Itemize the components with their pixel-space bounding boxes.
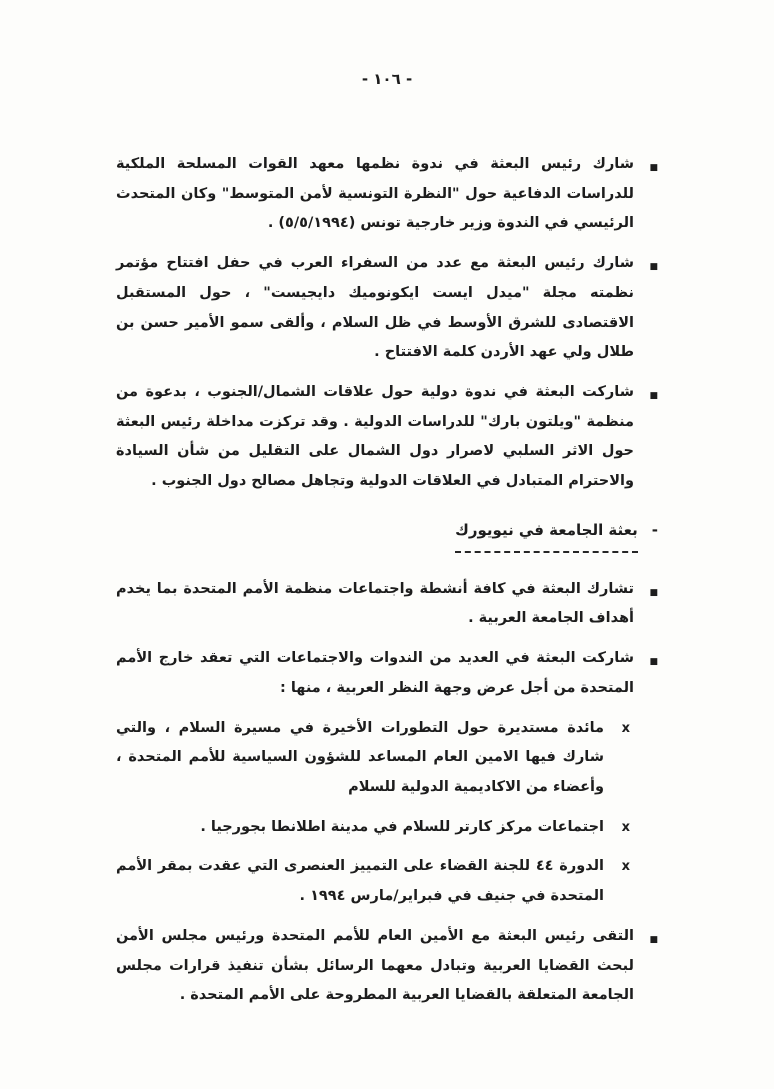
square-bullet-icon: ■ (649, 262, 658, 273)
paragraph-seminar-tunisia (116, 150, 658, 239)
subitem-text: اجتماعات مركز كارتر للسلام في مدينة اطلانطا بجورجيا . (200, 818, 604, 835)
paragraph-text: تشارك البعثة في كافة أنشطة واجتماعات منظمة الأمم المتحدة بما يخدم أهداف الجامعة العربية . (116, 580, 634, 627)
paragraph-text: شاركت البعثة في العديد من الندوات والاجتماعات التي تعقد خارج الأمم المتحدة من أجل عرض وجهة النظر العربية ، منها : (116, 650, 634, 696)
page-content (116, 150, 658, 1021)
paragraph-meed-conference (116, 249, 658, 368)
section-heading-newyork-mission (116, 515, 658, 553)
subitem-carter-center (116, 813, 658, 843)
paragraph-un-activities (116, 575, 658, 634)
subitem-roundtable-peace (116, 714, 658, 803)
paragraph-text: شارك رئيس البعثة مع عدد من السفراء العرب في حفل افتتاح مؤتمر نظمته مجلة "ميدل ايست ايكونوميك دايجيست" ، حول المستقبل الاقتصادى للشرق الأوسط في ظل السلام ، وألقى سمو الأمير حسن بن طلال ولي عهد الأردن كلمة الافتتاح . (116, 255, 634, 361)
square-bullet-icon: ■ (649, 391, 658, 402)
page-number: - ١٠٦ - (361, 70, 413, 88)
paragraph-text: شاركت البعثة في ندوة دولية حول علاقات الشمال/الجنوب ، بدعوة من منظمة "ويلتون بارك" للدراسات الدولية . وقد تركزت مداخلة رئيس البعثة حول الاثر السلبي لاصرار دول الشمال على التقليل من شأن السيادة والاحترام المتبادل في العلاقات الدولية وتجاهل مصالح دول الجنوب . (116, 384, 634, 490)
paragraph-meeting-sg-security-council (116, 922, 658, 1011)
subitem-cerd-session (116, 852, 658, 911)
x-marker-icon: x (621, 859, 630, 875)
square-bullet-icon: ■ (649, 163, 658, 173)
section-heading-text: بعثة الجامعة في نيويورك (455, 515, 638, 553)
paragraph-text: شارك رئيس البعثة في ندوة نظمها معهد القوات المسلحة الملكية للدراسات الدفاعية حول "النظرة التونسية لأمن المتوسط" وكان المتحدث الرئيسي في الندوة وزير خارجية تونس (٥/٥/١٩٩٤) . (116, 156, 634, 232)
square-bullet-icon: ■ (649, 934, 658, 945)
square-bullet-icon: ■ (649, 657, 658, 668)
subitem-text: مائدة مستديرة حول التطورات الأخيرة في مسيرة السلام ، والتي شارك فيها الامين العام المساعد للشؤون السياسية للأمم المتحدة ، وأعضاء من الاكاديمية الدولية للسلام (116, 719, 604, 795)
paragraph-outside-un-meetings (116, 644, 658, 703)
square-bullet-icon: ■ (649, 587, 658, 598)
x-marker-icon: x (621, 720, 630, 736)
heading-dash: - (651, 520, 658, 539)
x-marker-icon: x (621, 819, 630, 835)
paragraph-wilton-park (116, 378, 658, 497)
subitem-text: الدورة ٤٤ للجنة القضاء على التمييز العنصرى التي عقدت بمقر الأمم المتحدة في جنيف في فبراير/مارس ١٩٩٤ . (116, 858, 604, 905)
paragraph-text: التقى رئيس البعثة مع الأمين العام للأمم المتحدة ورئيس مجلس الأمن لبحث القضايا العربية وتبادل معهما الرسائل بشأن تنفيذ قرارات مجلس الجامعة المتعلقة بالقضايا العربية المطروحة على الأمم المتحدة . (116, 927, 634, 1004)
